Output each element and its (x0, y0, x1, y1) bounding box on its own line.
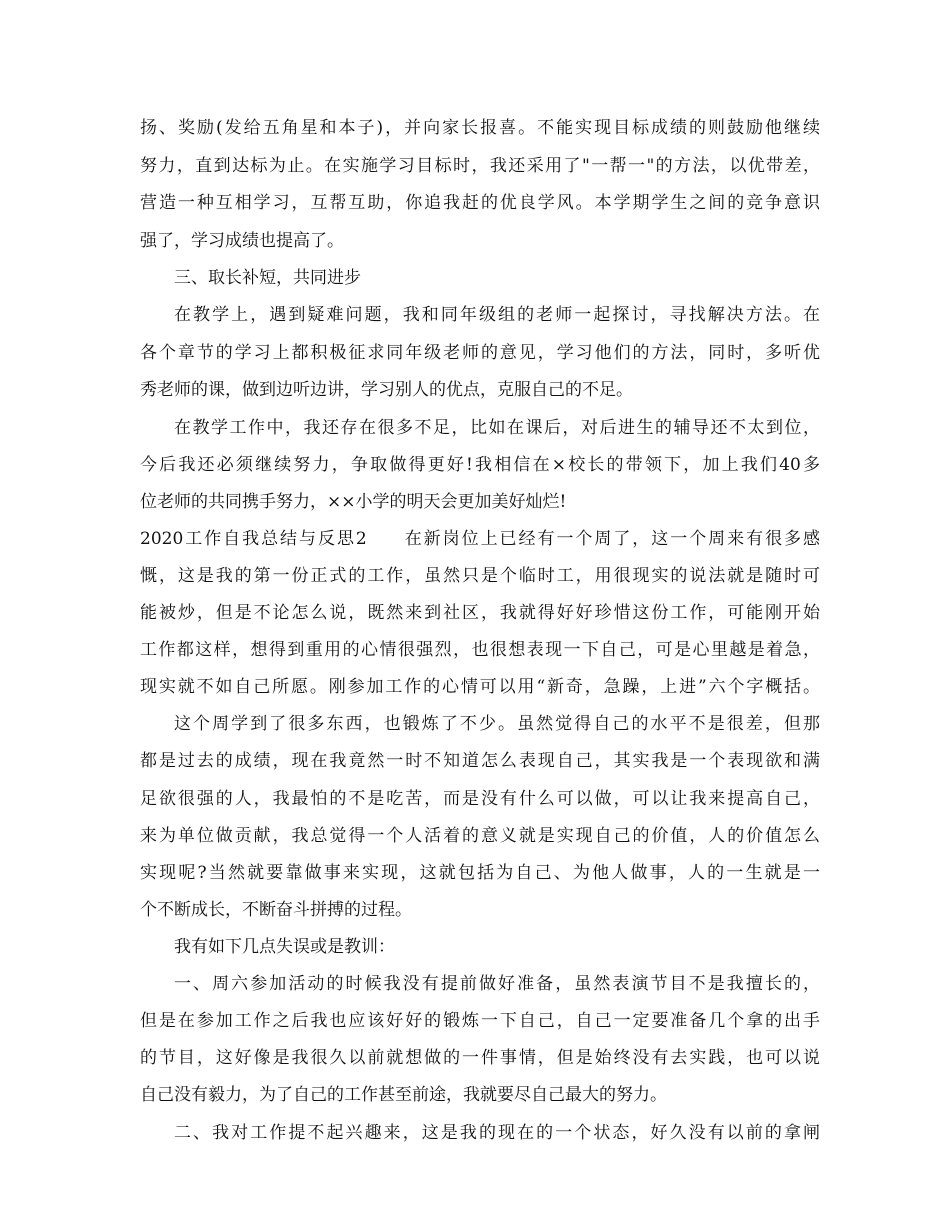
body-line: 自己没有毅力，为了自己的工作甚至前途，我就要尽自己最大的努力。 (140, 1085, 667, 1105)
body-line: 一、周六参加活动的时候我没有提前做好准备，虽然表演节目不是我擅长的， (174, 974, 820, 994)
article-heading: 2020工作自我总结与反思2 (140, 529, 367, 549)
body-text: 在新岗位上已经有一个周了，这一个周来有很多感 (402, 529, 820, 549)
body-line: 今后我还必须继续努力，争取做得更好!我相信在×校长的带领下，加上我们40多 (140, 455, 820, 475)
body-line: 都是过去的成绩，现在我竟然一时不知道怎么表现自己，其实我是一个表现欲和满 (140, 751, 820, 771)
body-line: 足欲很强的人，我最怕的不是吃苦，而是没有什么可以做，可以让我来提高自己， (140, 789, 820, 809)
section-heading: 三、取长补短，共同进步 (174, 268, 361, 288)
body-line: 强了，学习成绩也提高了。 (140, 231, 344, 251)
body-line: 但是在参加工作之后我也应该好好的锻炼一下自己，自己一定要准备几个拿的出手 (140, 1011, 820, 1031)
article-heading-line (140, 524, 820, 554)
body-line: 个不断成长，不断奋斗拼搏的过程。 (140, 900, 412, 920)
body-line: 这个周学到了很多东西，也锻炼了不少。虽然觉得自己的水平不是很差，但那 (174, 714, 820, 734)
body-line: 在教学工作中，我还存在很多不足，比如在课后，对后进生的辅导还不太到位， (174, 418, 820, 438)
body-line: 在教学上，遇到疑难问题，我和同年级组的老师一起探讨，寻找解决方法。在 (174, 305, 820, 325)
body-line: 我有如下几点失误或是教训： (174, 937, 395, 957)
body-line: 慨，这是我的第一份正式的工作，虽然只是个临时工，用很现实的说法就是随时可 (140, 566, 820, 586)
body-line: 的节目，这好像是我很久以前就想做的一件事情，但是始终没有去实践，也可以说 (140, 1048, 820, 1068)
body-line: 各个章节的学习上都积极征求同年级老师的意见，学习他们的方法，同时，多听优 (140, 343, 820, 363)
body-line: 实现呢?当然就要靠做事来实现，这就包括为自己、为他人做事，人的一生就是一 (140, 863, 820, 883)
body-line: 位老师的共同携手努力，××小学的明天会更加美好灿烂! (140, 492, 567, 512)
body-line: 秀老师的课，做到边听边讲，学习别人的优点，克服自己的不足。 (140, 380, 633, 400)
body-line: 来为单位做贡献，我总觉得一个人活着的意义就是实现自己的价值，人的价值怎么 (140, 826, 820, 846)
body-line: 营造一种互相学习，互帮互助，你追我赶的优良学风。本学期学生之间的竞争意识 (140, 193, 820, 213)
body-line: 现实就不如自己所愿。刚参加工作的心情可以用“新奇，急躁，上进”六个字概括。 (140, 677, 820, 697)
body-line: 努力，直到达标为止。在实施学习目标时，我还采用了"一帮一"的方法，以优带差， (140, 156, 820, 176)
body-line: 二、我对工作提不起兴趣来，这是我的现在的一个状态，好久没有以前的拿闸 (174, 1123, 820, 1143)
body-line: 扬、奖励(发给五角星和本子)，并向家长报喜。不能实现目标成绩的则鼓励他继续 (140, 118, 820, 138)
body-line: 能被炒，但是不论怎么说，既然来到社区，我就得好好珍惜这份工作，可能刚开始 (140, 603, 820, 623)
body-line: 工作都这样，想得到重用的心情很强烈，也很想表现一下自己，可是心里越是着急， (140, 640, 820, 660)
